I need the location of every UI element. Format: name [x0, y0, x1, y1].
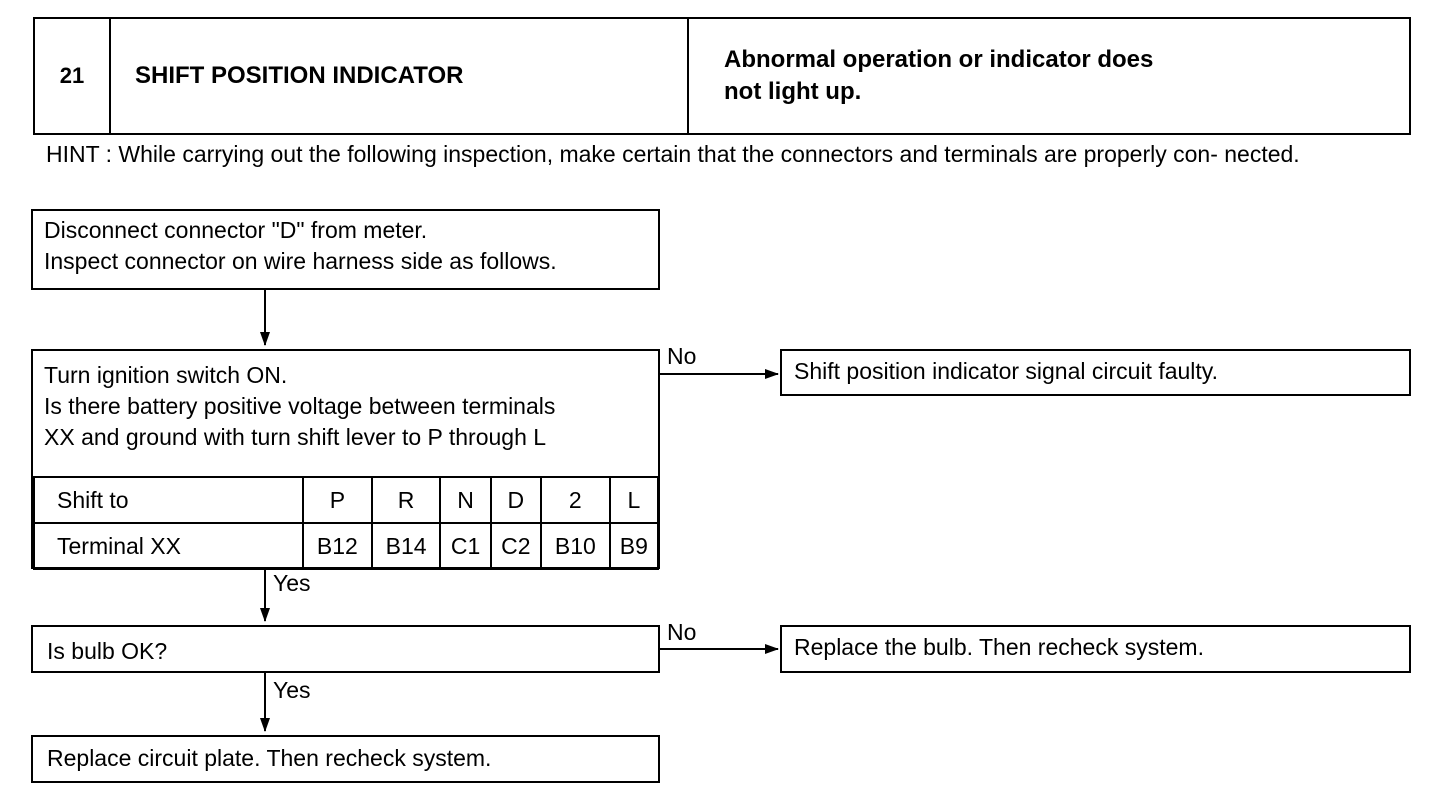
result2-text: Replace the bulb. Then recheck system.	[794, 634, 1204, 660]
table-cell: N	[440, 477, 490, 523]
table-cell: B10	[541, 523, 610, 569]
table-cell: L	[610, 477, 658, 523]
step4-text: Replace circuit plate. Then recheck system.	[47, 745, 492, 771]
table-cell: B9	[610, 523, 658, 569]
yes-label-2: Yes	[273, 677, 311, 703]
step2-line-2: Is there battery positive voltage between terminals	[44, 393, 556, 419]
table-cell: Shift to	[34, 477, 303, 523]
table-cell: D	[491, 477, 541, 523]
result1-text: Shift position indicator signal circuit faulty.	[794, 358, 1218, 384]
hint-text: HINT : While carrying out the following inspection, make certain that the connectors and terminals are properly con- nected.	[46, 141, 1300, 167]
step1-line-2: Inspect connector on wire harness side as follows.	[44, 248, 557, 274]
table-cell: C2	[491, 523, 541, 569]
step2-line-1: Turn ignition switch ON.	[44, 362, 288, 388]
table-cell: Terminal XX	[34, 523, 303, 569]
table-cell: B12	[303, 523, 372, 569]
table-cell: C1	[440, 523, 490, 569]
no-label-2: No	[667, 619, 697, 645]
symptom-line-2: not light up.	[724, 78, 862, 105]
no-label-1: No	[667, 343, 697, 369]
step2-line-3: XX and ground with turn shift lever to P through L	[44, 424, 547, 450]
step3-text: Is bulb OK?	[47, 638, 168, 664]
section-title: SHIFT POSITION INDICATOR	[111, 19, 689, 133]
step1-line-1: Disconnect connector "D" from meter.	[44, 217, 428, 243]
table-cell: R	[372, 477, 441, 523]
table-cell: P	[303, 477, 372, 523]
section-number: 21	[35, 19, 111, 133]
table-cell: B14	[372, 523, 441, 569]
symptom-line-1: Abnormal operation or indicator does	[724, 46, 1154, 73]
table-cell: 2	[541, 477, 610, 523]
yes-label-1: Yes	[273, 570, 311, 596]
